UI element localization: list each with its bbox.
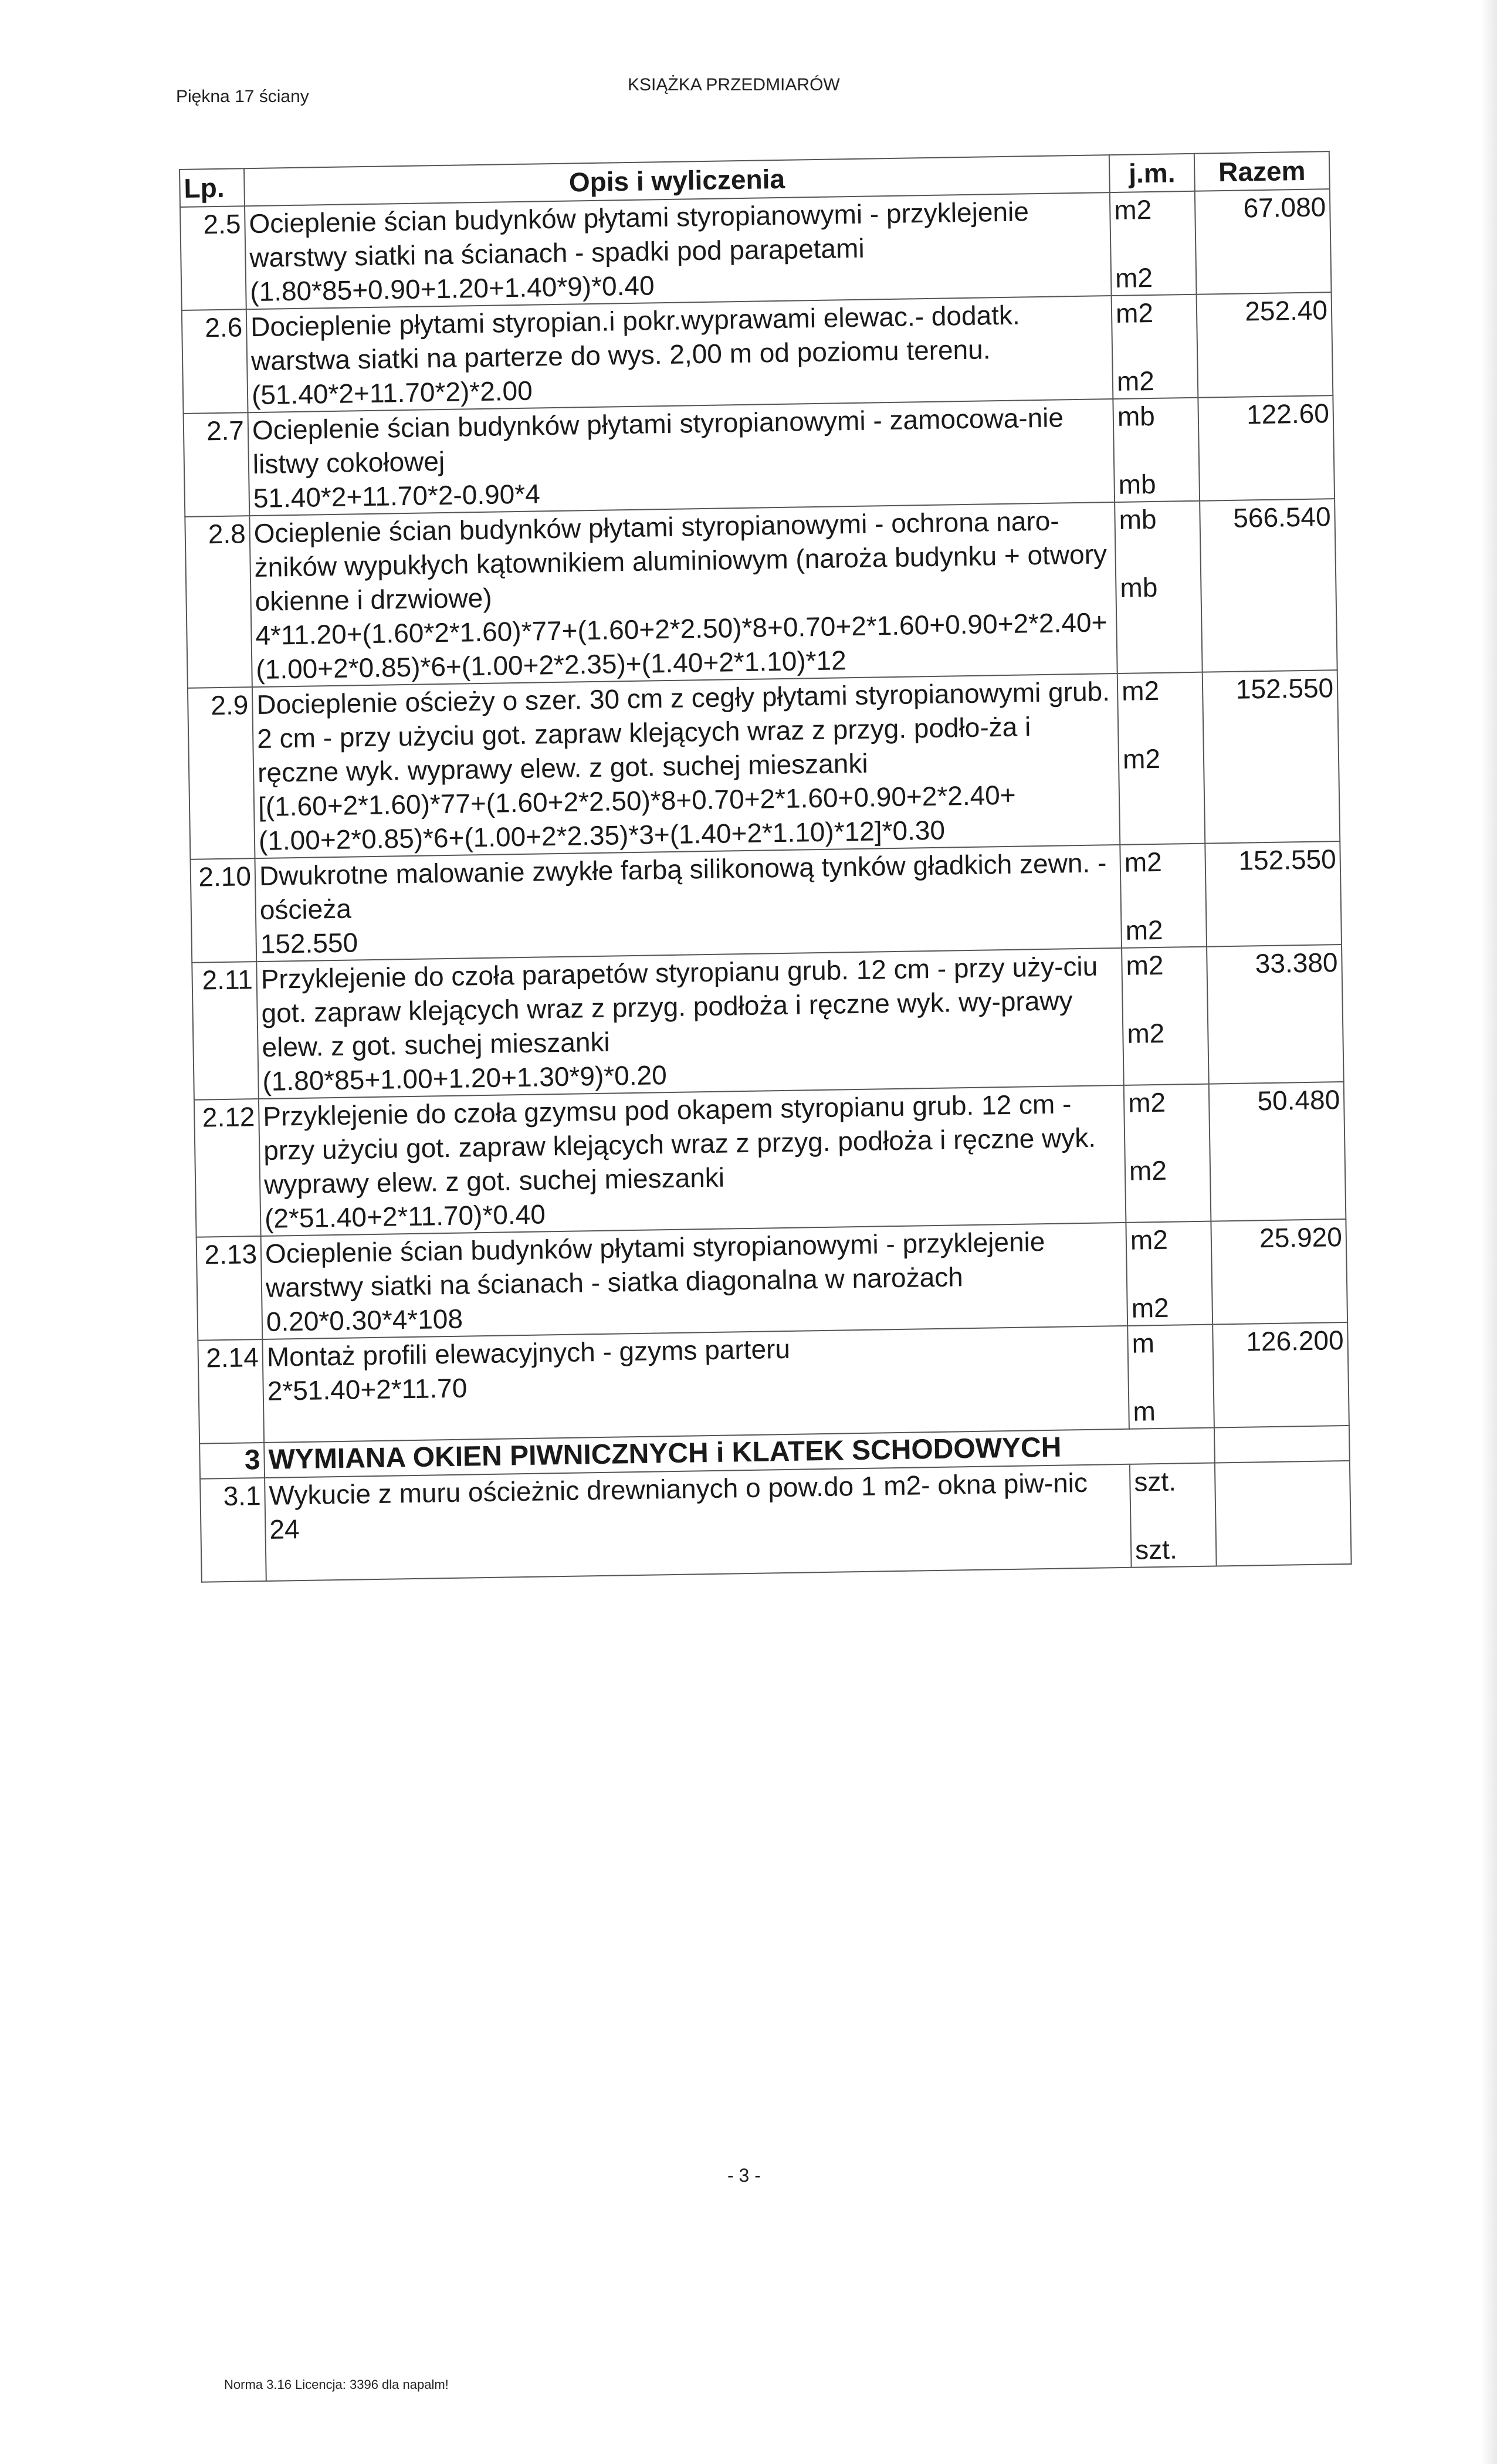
item-unit: m	[1132, 1328, 1155, 1359]
item-unit-calc: m2	[1129, 1155, 1167, 1186]
column-header-jm: j.m.	[1109, 154, 1195, 192]
table-row	[190, 841, 1342, 963]
table-row	[200, 1461, 1352, 1582]
item-total: 122.60	[1198, 395, 1335, 501]
item-description-cell	[261, 1223, 1128, 1339]
item-unit-cell	[1120, 844, 1207, 948]
item-total: 126.200	[1212, 1322, 1349, 1428]
item-unit-cell	[1126, 1221, 1212, 1326]
item-total: 67.080	[1195, 189, 1332, 295]
item-unit-calc: m2	[1126, 1017, 1165, 1049]
item-number: 2.11	[192, 962, 259, 1100]
item-unit-cell	[1122, 947, 1209, 1085]
item-unit-calc: m2	[1122, 743, 1161, 774]
item-description-cell	[255, 845, 1122, 962]
item-unit-cell	[1127, 1325, 1214, 1429]
item-description: Przyklejenie do czoła gzymsu pod okapem styropianu grub. 12 cm - przy użyciu got. zapraw klejących wraz z przyg. podłoża i ręczne wyk. wyprawy elew. z got. suchej mieszanki	[262, 1088, 1096, 1200]
item-unit-cell	[1117, 672, 1205, 845]
item-unit-calc: m2	[1116, 365, 1155, 397]
item-total	[1215, 1461, 1352, 1566]
item-description-cell	[259, 1085, 1126, 1236]
item-description: Ocieplenie ścian budynków płytami styropianowymi - przyklejenie warstwy siatki na ścianach - siatka diagonalna w narożach	[265, 1226, 1045, 1303]
footer-license: Norma 3.16 Licencja: 3396 dla napalm!	[224, 2377, 449, 2392]
item-unit: m2	[1127, 1087, 1166, 1118]
table-row	[184, 395, 1335, 517]
item-description-cell	[256, 948, 1123, 1099]
item-calculation: 4*11.20+(1.60*2*1.60)*77+(1.60+2*2.50)*8+0.70+2*1.60+0.90+2*2.40+(1.00+2*0.85)*6+(1.00+2*2.35)+(1.40+2*1.10)*12	[255, 607, 1107, 685]
item-calculation: (51.40*2+11.70*2)*2.00	[251, 375, 533, 411]
item-number: 2.14	[198, 1339, 264, 1444]
item-unit-calc: m2	[1115, 262, 1153, 293]
item-unit-cell	[1130, 1463, 1217, 1568]
item-number: 2.8	[185, 516, 252, 688]
item-unit: szt.	[1133, 1465, 1177, 1497]
header-project-name: Piękna 17 ściany	[176, 87, 309, 106]
section-number: 3	[199, 1443, 265, 1479]
item-number: 2.12	[194, 1099, 261, 1237]
item-description: Dwukrotne malowanie zwykłe farbą silikonową tynków gładkich zewn. - ościeża	[259, 847, 1107, 925]
table-row	[188, 670, 1340, 859]
column-header-lp: Lp.	[179, 168, 245, 207]
item-total: 252.40	[1197, 292, 1333, 398]
item-unit-calc: szt.	[1134, 1534, 1178, 1565]
item-total: 152.550	[1205, 841, 1342, 947]
item-unit: m2	[1126, 949, 1164, 981]
item-unit-cell	[1124, 1084, 1211, 1223]
item-number: 2.9	[188, 687, 255, 859]
item-description: Ocieplenie ścian budynków płytami styropianowymi - ochrona naro-żników wypukłych kątownikiem aluminiowym (naroża budynku + otwory okienne i drzwiowe)	[253, 505, 1107, 617]
item-unit: mb	[1117, 400, 1156, 432]
item-unit-cell	[1113, 398, 1200, 502]
bill-of-quantities-table	[179, 151, 1352, 1583]
item-unit: m2	[1121, 675, 1160, 706]
table-row	[194, 1082, 1346, 1237]
item-calculation: 24	[269, 1514, 300, 1545]
item-description: Ocieplenie ścian budynków płytami styropianowymi - zamocowa-nie listwy cokołowej	[252, 402, 1064, 480]
item-number: 2.13	[197, 1236, 263, 1341]
table-row	[185, 499, 1337, 688]
item-unit: m2	[1115, 297, 1154, 329]
item-description: Przyklejenie do czoła parapetów styropianu grub. 12 cm - przy uży-ciu got. zapraw klejących wraz z przyg. podłoża i ręczne wyk. wy-prawy elew. z got. suchej mieszanki	[260, 950, 1098, 1062]
item-calculation: 152.550	[260, 927, 358, 959]
item-description-cell	[249, 502, 1117, 687]
item-description-cell	[265, 1464, 1132, 1581]
column-header-opis: Opis i wyliczenia	[244, 155, 1110, 206]
section-title: WYMIANA OKIEN PIWNICZNYCH i KLATEK SCHODOWYCH	[264, 1428, 1215, 1478]
item-number: 2.7	[184, 412, 250, 517]
item-calculation: 51.40*2+11.70*2-0.90*4	[253, 478, 541, 514]
item-calculation: [(1.60+2*1.60)*77+(1.60+2*2.50)*8+0.70+2*1.60+0.90+2*2.40+(1.00+2*0.85)*6+(1.00+2*2.35)*3+(1.40+2*1.10)*12]*0.30	[258, 779, 1017, 857]
table-row	[197, 1219, 1348, 1341]
item-unit-cell	[1115, 501, 1203, 673]
table-row	[182, 292, 1333, 414]
column-header-razem: Razem	[1194, 151, 1330, 191]
item-unit: m2	[1124, 846, 1163, 878]
item-description: Ocieplenie ścian budynków płytami styropianowymi - przyklejenie warstwy siatki na ścianach - spadki pod parapetami	[249, 196, 1029, 273]
item-description: Wykucie z muru ościeżnic drewnianych o pow.do 1 m2- okna piw-nic	[269, 1467, 1088, 1511]
item-unit-cell	[1112, 295, 1198, 399]
item-calculation: 2*51.40+2*11.70	[267, 1372, 468, 1406]
item-total: 152.550	[1203, 670, 1340, 844]
page-number: - 3 -	[727, 2165, 761, 2186]
item-unit: mb	[1119, 503, 1157, 535]
item-unit-cell	[1110, 191, 1197, 296]
header-document-title: KSIĄŻKA PRZEDMIARÓW	[628, 75, 840, 94]
table-row	[180, 189, 1332, 310]
item-description-cell	[252, 673, 1120, 858]
item-unit-calc: m2	[1131, 1292, 1170, 1324]
item-description: Docieplenie płytami styropian.i pokr.wyprawami elewac.- dodatk. warstwa siatki na parterze do wys. 2,00 m od poziomu terenu.	[250, 299, 1021, 377]
item-unit-calc: m	[1133, 1396, 1156, 1427]
item-unit-calc: m2	[1125, 914, 1163, 946]
item-total: 33.380	[1207, 945, 1344, 1084]
item-unit-calc: mb	[1118, 468, 1156, 500]
item-number: 2.5	[180, 206, 246, 310]
item-total: 50.480	[1209, 1082, 1346, 1221]
item-description-cell	[246, 296, 1113, 412]
item-calculation: 0.20*0.30*4*108	[266, 1303, 463, 1337]
item-description: Docieplenie ościeży o szer. 30 cm z cegły płytami styropianowymi grub. 2 cm - przy użyciu got. zapraw klejących wraz z przyg. podło-ża i ręczne wyk. wyprawy elew. z got. suchej mieszanki	[256, 676, 1110, 788]
item-unit: m2	[1113, 194, 1152, 225]
table-row	[192, 945, 1343, 1100]
item-calculation: (1.80*85+1.00+1.20+1.30*9)*0.20	[262, 1060, 668, 1096]
item-total: 25.920	[1211, 1219, 1347, 1325]
table-row	[198, 1322, 1349, 1444]
item-unit-calc: mb	[1120, 571, 1158, 603]
item-calculation: (1.80*85+0.90+1.20+1.40*9)*0.40	[249, 270, 655, 307]
item-number: 3.1	[200, 1478, 266, 1582]
item-number: 2.6	[182, 309, 248, 414]
item-total: 566.540	[1200, 499, 1337, 672]
item-number: 2.10	[190, 858, 256, 963]
item-description-cell	[248, 399, 1115, 516]
scan-edge-shadow	[1481, 0, 1497, 2464]
item-unit: m2	[1130, 1224, 1169, 1255]
item-calculation: (2*51.40+2*11.70)*0.40	[264, 1199, 546, 1234]
section-total-empty	[1214, 1426, 1350, 1463]
item-description: Montaż profili elewacyjnych - gzyms parteru	[266, 1333, 791, 1372]
item-description-cell	[262, 1326, 1129, 1443]
item-description-cell	[245, 192, 1112, 309]
